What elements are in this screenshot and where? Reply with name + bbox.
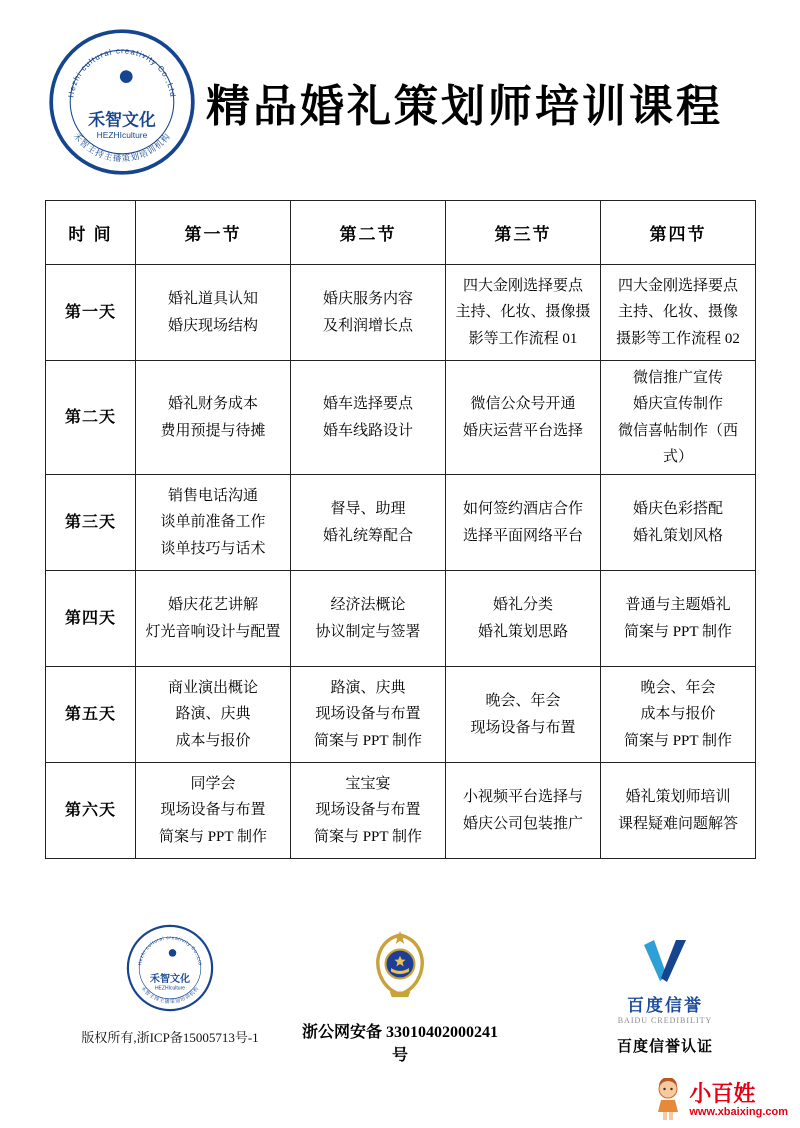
course-line: 选择平面网络平台 (462, 527, 583, 544)
course-line: 商业演出概论 (167, 680, 258, 697)
course-cell (446, 571, 601, 667)
day-label: 第四天 (46, 571, 136, 667)
day-label: 第六天 (46, 763, 136, 859)
course-line: 婚庆宣传制作 (632, 396, 723, 413)
course-cell (291, 475, 446, 571)
course-line: 婚礼财务成本 (167, 396, 258, 413)
course-line: 谈单技巧与话术 (160, 540, 266, 557)
footer-logo-ring-bottom-text: 禾智主持主播策划培训机构 (139, 985, 201, 1006)
course-line: 四大金刚选择要点 (462, 278, 583, 295)
course-cell (136, 763, 291, 859)
course-line: 主持、化妆、摄像 (617, 304, 738, 321)
course-cell (601, 667, 756, 763)
table-body (46, 265, 756, 859)
course-line: 婚礼策划风格 (632, 527, 723, 544)
course-line: 婚庆现场结构 (167, 317, 258, 334)
course-line: 路演、庆典 (330, 680, 406, 697)
course-cell (446, 361, 601, 475)
footer-copyright-block (60, 924, 280, 1046)
col-header-session3: 第三节 (446, 201, 601, 265)
course-cell (291, 265, 446, 361)
course-line: 协议制定与签署 (315, 623, 421, 640)
course-line: 婚礼分类 (492, 597, 553, 614)
course-line: 婚庆服务内容 (322, 291, 413, 308)
course-line: 婚庆公司包装推广 (462, 815, 583, 832)
course-line: 简案与 PPT 制作 (623, 732, 733, 749)
course-cell (136, 475, 291, 571)
course-line: 晚会、年会 (640, 680, 716, 697)
course-line: 成本与报价 (175, 732, 251, 749)
course-line: 及利润增长点 (322, 317, 413, 334)
course-line: 灯光音响设计与配置 (145, 623, 281, 640)
course-cell (446, 475, 601, 571)
course-line: 现场设备与布置 (160, 802, 266, 819)
table-row (46, 265, 756, 361)
course-line: 简案与 PPT 制作 (158, 828, 268, 845)
course-line: 婚庆运营平台选择 (462, 422, 583, 439)
course-line: 成本与报价 (640, 706, 716, 723)
col-header-session4: 第四节 (601, 201, 756, 265)
logo-name-cn: 禾智文化 (88, 110, 156, 130)
course-cell (601, 361, 756, 475)
course-line: 谈单前准备工作 (160, 514, 266, 531)
course-cell (291, 361, 446, 475)
course-line: 宝宝宴 (345, 776, 391, 793)
day-label: 第五天 (46, 667, 136, 763)
hezhi-logo-footer-icon (126, 924, 214, 1012)
footer-police-block (300, 928, 500, 1065)
course-line: 路演、庆典 (175, 706, 251, 723)
col-header-session1: 第一节 (136, 201, 291, 265)
watermark-url: www.xbaixing.com (689, 1106, 788, 1119)
course-line: 婚礼道具认知 (167, 291, 258, 308)
course-line: 婚车选择要点 (322, 396, 413, 413)
course-line: 婚礼策划思路 (477, 623, 568, 640)
course-line: 婚礼策划师培训 (625, 789, 731, 806)
course-cell (446, 667, 601, 763)
table-row (46, 667, 756, 763)
course-cell (291, 667, 446, 763)
police-filing-text: 浙公网安备 33010402000241号 (301, 1024, 498, 1064)
course-line: 婚庆色彩搭配 (632, 501, 723, 518)
col-header-time: 时 间 (46, 201, 136, 265)
course-line: 微信推广宣传 (632, 370, 723, 386)
course-line: 婚庆花艺讲解 (167, 597, 258, 614)
course-line: 婚车线路设计 (322, 422, 413, 439)
course-line: 四大金刚选择要点 (617, 278, 738, 295)
course-line: 费用预提与待摊 (160, 422, 266, 439)
course-line: 晚会、年会 (485, 693, 561, 710)
course-cell (446, 265, 601, 361)
footer-logo-ring-top-text: Hezhi cultural creativity Co.,Ltd (137, 935, 203, 966)
course-line: 现场设备与布置 (470, 719, 576, 736)
course-cell (291, 571, 446, 667)
table-row (46, 763, 756, 859)
baidu-subtitle: BAIDU CREDIBILITY (617, 1016, 713, 1025)
day-label: 第二天 (46, 361, 136, 475)
course-line: 普通与主题婚礼 (625, 597, 731, 614)
course-line: 小视频平台选择与 (462, 789, 583, 806)
course-line: 摄影等工作流程 02 (616, 330, 740, 347)
watermark-name: 小百姓 (689, 1080, 756, 1106)
course-line: 同学会 (190, 776, 236, 793)
copyright-text: 版权所有,浙ICP备15005713号-1 (81, 1030, 259, 1045)
course-cell (601, 265, 756, 361)
course-cell (291, 763, 446, 859)
day-label: 第一天 (46, 265, 136, 361)
course-line: 简案与 PPT 制作 (623, 623, 733, 640)
course-line: 主持、化妆、摄像摄 (455, 304, 591, 321)
day-label: 第三天 (46, 475, 136, 571)
course-line: 影等工作流程 01 (468, 330, 578, 347)
course-line: 简案与 PPT 制作 (313, 732, 423, 749)
course-line: 简案与 PPT 制作 (313, 828, 423, 845)
footer-logo-name-en: HEZHIculture (154, 985, 186, 992)
baidu-cert-text: 百度信誉认证 (616, 1039, 713, 1055)
course-line: 销售电话沟通 (167, 488, 258, 505)
mascot-icon (651, 1078, 685, 1122)
course-cell (601, 475, 756, 571)
page-title: 精品婚礼策划师培训课程 (206, 82, 723, 131)
table-header-row (46, 201, 756, 265)
course-cell (136, 571, 291, 667)
course-cell (601, 763, 756, 859)
course-line: 如何签约酒店合作 (462, 501, 583, 518)
course-cell (446, 763, 601, 859)
course-line: 现场设备与布置 (315, 802, 421, 819)
course-cell (136, 361, 291, 475)
hezhi-logo-icon (48, 28, 196, 176)
course-line: 经济法概论 (330, 597, 406, 614)
course-cell (601, 571, 756, 667)
footer-logo-name-cn: 禾智文化 (149, 973, 191, 985)
logo-ring-top-text: Hezhi cultural creativity Co.,Ltd (66, 46, 178, 99)
logo-name-en: HEZHIculture (96, 129, 148, 140)
course-cell (136, 667, 291, 763)
course-line: 课程疑难问题解答 (617, 815, 738, 832)
header (48, 28, 770, 176)
course-line: 现场设备与布置 (315, 706, 421, 723)
course-cell (136, 265, 291, 361)
watermark (651, 1078, 788, 1122)
baidu-credibility-icon (639, 938, 691, 984)
course-line: 督导、助理 (330, 501, 406, 518)
course-line: 微信公众号开通 (470, 396, 576, 413)
baidu-name: 百度信誉 (627, 996, 703, 1015)
course-line: 微信喜帖制作（西式） (617, 422, 738, 465)
col-header-session2: 第二节 (291, 201, 446, 265)
logo-ring-bottom-text: 禾智主持主播策划培训机构 (71, 130, 173, 164)
table-row (46, 475, 756, 571)
table-row (46, 571, 756, 667)
police-badge-icon (369, 928, 431, 1000)
course-table (45, 200, 756, 859)
course-line: 婚礼统筹配合 (322, 527, 413, 544)
footer-baidu-block (575, 938, 755, 1056)
table-row (46, 361, 756, 475)
